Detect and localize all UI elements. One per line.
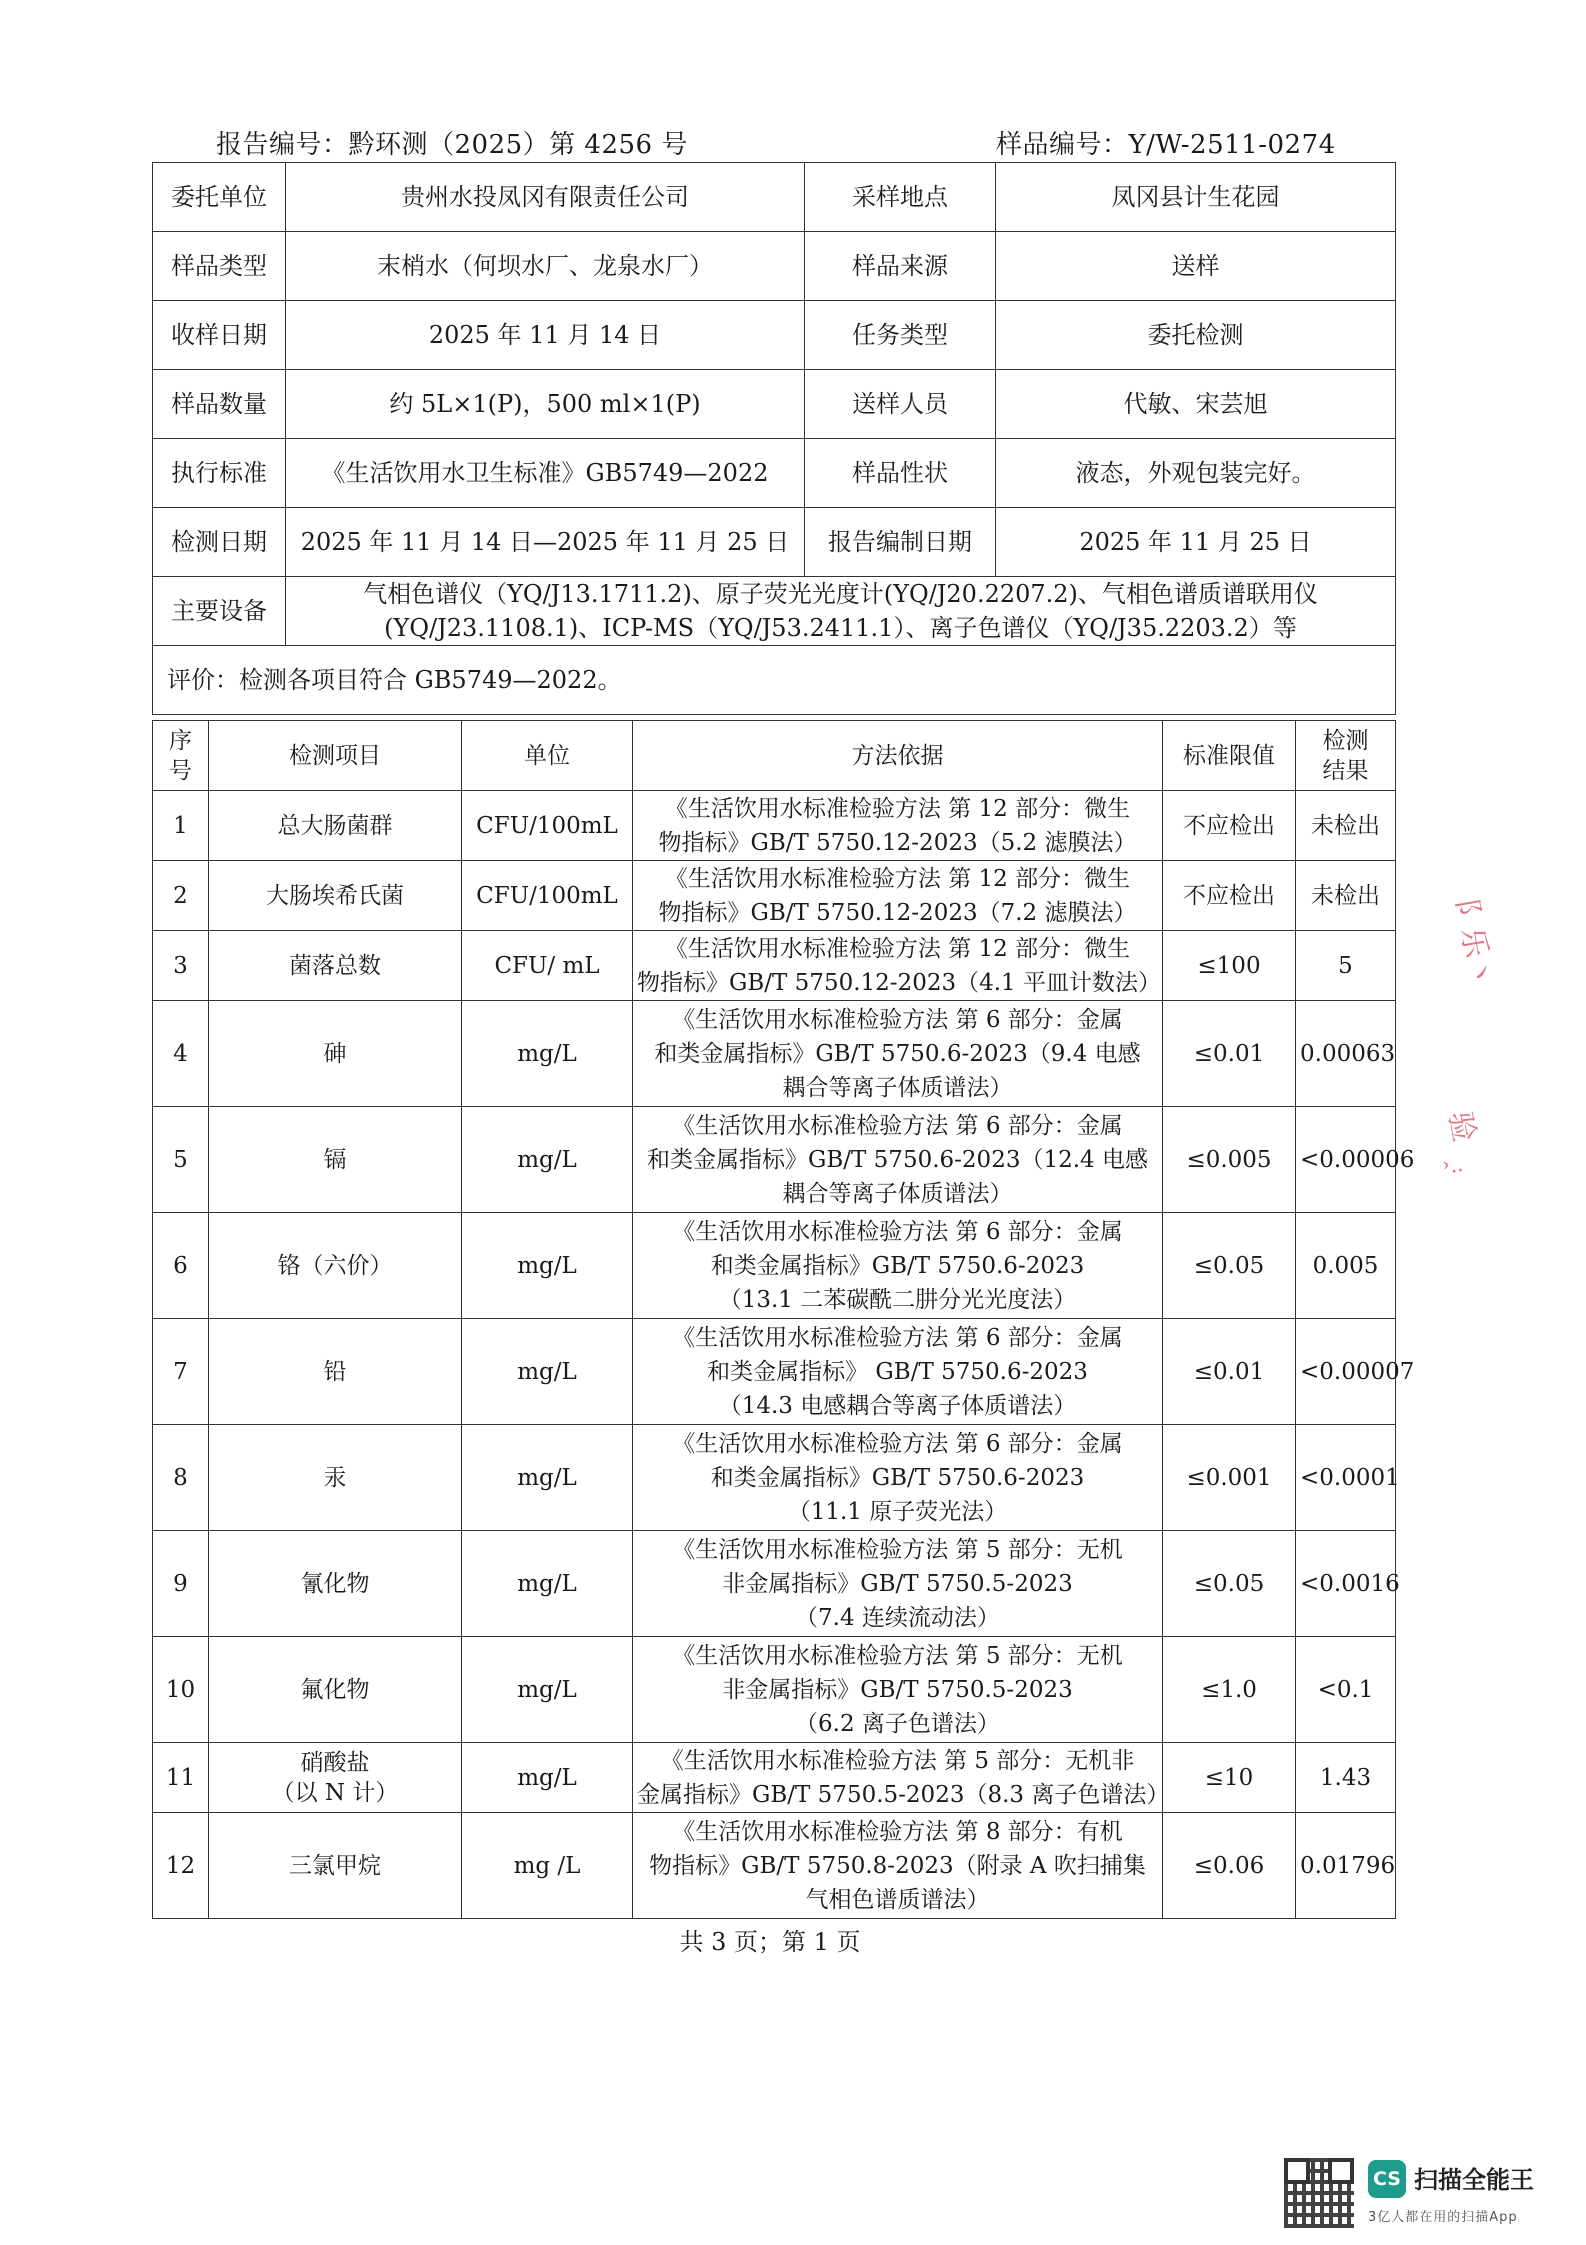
table-row: [153, 1425, 1396, 1531]
row-item: [209, 1425, 462, 1531]
row-unit: mg /L: [462, 1813, 633, 1919]
row-method: [633, 1813, 1163, 1919]
row-method: [633, 931, 1163, 1001]
row-item-line: 镉: [323, 1146, 347, 1173]
row-item-line: 铬（六价）: [277, 1252, 393, 1279]
table-row: [153, 646, 1396, 715]
row-method: [633, 1425, 1163, 1531]
standard-label: 执行标准: [153, 439, 286, 508]
row-item: [209, 1813, 462, 1919]
sender-value: 代敏、宋芸旭: [996, 370, 1396, 439]
table-row: [153, 861, 1396, 931]
row-unit: mg/L: [462, 1743, 633, 1813]
row-no: 9: [153, 1531, 209, 1637]
method-line: 耦合等离子体质谱法）: [782, 1074, 1013, 1101]
row-item: [209, 1637, 462, 1743]
method-line: 《生活饮用水标准检验方法 第 5 部分：无机: [672, 1536, 1123, 1563]
row-limit: ≤0.05: [1163, 1213, 1296, 1319]
row-unit: CFU/100mL: [462, 861, 633, 931]
method-line: 和类金属指标》 GB/T 5750.6-2023: [707, 1358, 1088, 1385]
method-line: （14.3 电感耦合等离子体质谱法）: [718, 1392, 1077, 1419]
row-method: [633, 1213, 1163, 1319]
row-no: 12: [153, 1813, 209, 1919]
row-method: [633, 1743, 1170, 1813]
row-unit: mg/L: [462, 1319, 633, 1425]
red-stamp-mark-1: 阝乐丶: [1448, 895, 1499, 990]
header-method: 方法依据: [633, 721, 1163, 791]
row-item-line: （以 N 计）: [271, 1779, 399, 1806]
row-unit: CFU/ mL: [462, 931, 633, 1001]
test-date-label: 检测日期: [153, 508, 286, 577]
method-line: 金属指标》GB/T 5750.5-2023（8.3 离子色谱法）: [637, 1781, 1170, 1808]
client-label: 委托单位: [153, 163, 286, 232]
table-row: [153, 163, 1396, 232]
method-line: （6.2 离子色谱法）: [795, 1710, 1000, 1737]
row-no: 8: [153, 1425, 209, 1531]
row-no: 10: [153, 1637, 209, 1743]
row-result: 0.00063: [1296, 1001, 1396, 1107]
equipment-value: [286, 577, 1396, 646]
row-limit: ≤10: [1163, 1743, 1296, 1813]
task-type-label: 任务类型: [805, 301, 996, 370]
row-item: [209, 791, 462, 861]
row-unit: mg/L: [462, 1001, 633, 1107]
row-limit: ≤100: [1163, 931, 1296, 1001]
row-result: 未检出: [1296, 791, 1396, 861]
row-item: [209, 861, 462, 931]
method-line: （13.1 二苯碳酰二肼分光光度法）: [718, 1286, 1077, 1313]
method-line: 《生活饮用水标准检验方法 第 12 部分：微生: [664, 795, 1131, 822]
method-line: 非金属指标》GB/T 5750.5-2023: [722, 1676, 1073, 1703]
header-no-line-2: 号: [169, 757, 192, 784]
method-line: 《生活饮用水标准检验方法 第 12 部分：微生: [664, 935, 1131, 962]
sample-info-table: [152, 162, 1396, 715]
row-no: 4: [153, 1001, 209, 1107]
table-row: [153, 577, 1396, 646]
header-result: [1296, 721, 1396, 791]
row-method: [633, 861, 1163, 931]
sample-type-value: 末梢水（何坝水厂、龙泉水厂）: [286, 232, 805, 301]
row-limit: ≤1.0: [1163, 1637, 1296, 1743]
app-name: 扫描全能王: [1414, 2166, 1534, 2194]
row-item-line: 硝酸盐: [300, 1749, 370, 1776]
equipment-label: 主要设备: [153, 577, 286, 646]
red-stamp-mark-2: 验: [1441, 1108, 1482, 1145]
method-line: 《生活饮用水标准检验方法 第 6 部分：金属: [672, 1324, 1123, 1351]
method-line: 和类金属指标》GB/T 5750.6-2023: [710, 1252, 1085, 1279]
table-row: [153, 439, 1396, 508]
qr-code-icon: [1284, 2158, 1354, 2228]
row-result: 5: [1296, 931, 1396, 1001]
row-item-line: 大肠埃希氏菌: [266, 882, 404, 909]
receive-date-value: 2025 年 11 月 14 日: [286, 301, 805, 370]
table-row: [153, 791, 1396, 861]
sample-source-value: 送样: [996, 232, 1396, 301]
row-unit: mg/L: [462, 1531, 633, 1637]
row-result: <0.0001: [1296, 1425, 1396, 1531]
page-footer: 共 3 页；第 1 页: [679, 1928, 861, 1956]
row-result: 1.43: [1296, 1743, 1396, 1813]
method-line: （11.1 原子荧光法）: [787, 1498, 1008, 1525]
row-item: [209, 1743, 462, 1813]
row-unit: mg/L: [462, 1425, 633, 1531]
sample-source-label: 样品来源: [805, 232, 996, 301]
row-result: 0.005: [1296, 1213, 1396, 1319]
table-row: [153, 232, 1396, 301]
header-no: [153, 721, 209, 791]
report-number: 报告编号：黔环测（2025）第 4256 号: [216, 130, 688, 160]
row-item-line: 三氯甲烷: [289, 1852, 381, 1879]
row-no: 6: [153, 1213, 209, 1319]
results-table: [152, 720, 1415, 1919]
row-limit: ≤0.06: [1163, 1813, 1296, 1919]
row-item-line: 氟化物: [300, 1676, 370, 1703]
method-line: 耦合等离子体质谱法）: [782, 1180, 1013, 1207]
row-item-line: 氰化物: [300, 1570, 370, 1597]
method-line: 《生活饮用水标准检验方法 第 6 部分：金属: [672, 1218, 1123, 1245]
task-type-value: 委托检测: [996, 301, 1396, 370]
method-line: 物指标》GB/T 5750.12-2023（7.2 滤膜法）: [658, 899, 1137, 926]
method-line: （7.4 连续流动法）: [795, 1604, 1000, 1631]
method-line: 《生活饮用水标准检验方法 第 5 部分：无机: [672, 1642, 1123, 1669]
state-label: 样品性状: [805, 439, 996, 508]
row-limit: ≤0.01: [1163, 1001, 1296, 1107]
row-limit: ≤0.005: [1163, 1107, 1296, 1213]
method-line: 非金属指标》GB/T 5750.5-2023: [722, 1570, 1073, 1597]
table-row: [153, 1319, 1396, 1425]
table-header-row: [153, 721, 1396, 791]
row-item: [209, 931, 462, 1001]
red-stamp-mark-3: ꞈ꞉: [1442, 1156, 1473, 1177]
row-method: [633, 1531, 1163, 1637]
table-row: [153, 931, 1396, 1001]
row-no: 3: [153, 931, 209, 1001]
row-item-line: 砷: [323, 1040, 347, 1067]
table-row: [153, 301, 1396, 370]
row-limit: ≤0.05: [1163, 1531, 1296, 1637]
method-line: 《生活饮用水标准检验方法 第 5 部分：无机非: [660, 1747, 1135, 1774]
method-line: 《生活饮用水标准检验方法 第 12 部分：微生: [664, 865, 1131, 892]
row-item-line: 总大肠菌群: [277, 812, 393, 839]
equipment-line-2: (YQ/J23.1108.1)、ICP-MS（YQ/J53.2411.1）、离子色谱仪（YQ/J35.2203.2）等: [384, 614, 1297, 642]
row-item-line: 汞: [323, 1464, 347, 1491]
row-limit: 不应检出: [1163, 861, 1296, 931]
report-date-label: 报告编制日期: [805, 508, 996, 577]
table-row: [153, 1743, 1396, 1813]
scanner-watermark: [1284, 2150, 1584, 2230]
equipment-line-1: 气相色谱仪（YQ/J13.1711.2)、原子荧光光度计(YQ/J20.2207.2)、气相色谱质谱联用仪: [363, 580, 1318, 608]
row-limit: 不应检出: [1163, 791, 1296, 861]
table-row: [153, 370, 1396, 439]
method-line: 《生活饮用水标准检验方法 第 6 部分：金属: [672, 1006, 1123, 1033]
row-result: <0.0016: [1296, 1531, 1396, 1637]
site-value: 凤冈县计生花园: [996, 163, 1396, 232]
row-unit: mg/L: [462, 1637, 633, 1743]
sample-number: 样品编号：Y/W-2511-0274: [996, 130, 1336, 160]
row-unit: mg/L: [462, 1107, 633, 1213]
row-no: 2: [153, 861, 209, 931]
sample-type-label: 样品类型: [153, 232, 286, 301]
receive-date-label: 收样日期: [153, 301, 286, 370]
quantity-value: 约 5L×1(P)，500 ml×1(P): [286, 370, 805, 439]
row-item: [209, 1213, 462, 1319]
row-item: [209, 1319, 462, 1425]
row-result: 0.01796: [1296, 1813, 1396, 1919]
row-method: [633, 791, 1163, 861]
row-method: [633, 1319, 1163, 1425]
method-line: 《生活饮用水标准检验方法 第 6 部分：金属: [672, 1112, 1123, 1139]
app-tagline: 3亿人都在用的扫描App: [1368, 2210, 1518, 2225]
row-no: 1: [153, 791, 209, 861]
report-date-value: 2025 年 11 月 25 日: [996, 508, 1396, 577]
row-item: [209, 1001, 462, 1107]
row-result: 未检出: [1296, 861, 1396, 931]
row-result: <0.1: [1296, 1637, 1396, 1743]
row-result: <0.00007: [1296, 1319, 1396, 1425]
row-result: <0.00006: [1296, 1107, 1396, 1213]
row-item: [209, 1107, 462, 1213]
row-unit: CFU/100mL: [462, 791, 633, 861]
row-limit: ≤0.01: [1163, 1319, 1296, 1425]
header-no-line-1: 序: [169, 727, 192, 754]
evaluation: 评价：检测各项目符合 GB5749—2022。: [153, 646, 1396, 715]
table-row: [153, 1213, 1396, 1319]
cs-logo-icon: CS: [1368, 2160, 1406, 2198]
header-item: 检测项目: [209, 721, 462, 791]
header-limit: 标准限值: [1163, 721, 1296, 791]
method-line: 《生活饮用水标准检验方法 第 6 部分：金属: [672, 1430, 1123, 1457]
quantity-label: 样品数量: [153, 370, 286, 439]
table-row: [153, 1813, 1396, 1919]
method-line: 气相色谱质谱法）: [805, 1886, 990, 1913]
row-method: [633, 1637, 1163, 1743]
state-value: 液态，外观包装完好。: [996, 439, 1396, 508]
sender-label: 送样人员: [805, 370, 996, 439]
method-line: 物指标》GB/T 5750.12-2023（4.1 平皿计数法）: [637, 969, 1161, 996]
table-row: [153, 508, 1396, 577]
header-unit: 单位: [462, 721, 633, 791]
row-no: 5: [153, 1107, 209, 1213]
table-row: [153, 1107, 1396, 1213]
method-line: 物指标》GB/T 5750.8-2023（附录 A 吹扫捕集: [649, 1852, 1146, 1879]
results-body: [153, 791, 1415, 1919]
row-method: [633, 1107, 1163, 1213]
row-item: [209, 1531, 462, 1637]
site-label: 采样地点: [805, 163, 996, 232]
method-line: 和类金属指标》GB/T 5750.6-2023: [710, 1464, 1085, 1491]
row-limit: ≤0.001: [1163, 1425, 1296, 1531]
row-method: [633, 1001, 1163, 1107]
method-line: 《生活饮用水标准检验方法 第 8 部分：有机: [672, 1818, 1123, 1845]
header-result-line-1: 检测: [1322, 727, 1369, 754]
standard-value: 《生活饮用水卫生标准》GB5749—2022: [286, 439, 805, 508]
method-line: 和类金属指标》GB/T 5750.6-2023（9.4 电感: [654, 1040, 1141, 1067]
row-unit: mg/L: [462, 1213, 633, 1319]
table-row: [153, 1531, 1396, 1637]
header-result-line-2: 结果: [1322, 757, 1369, 784]
row-item-line: 菌落总数: [289, 952, 381, 979]
method-line: 物指标》GB/T 5750.12-2023（5.2 滤膜法）: [658, 829, 1137, 856]
table-row: [153, 1637, 1396, 1743]
test-date-value: 2025 年 11 月 14 日—2025 年 11 月 25 日: [286, 508, 805, 577]
client-value: 贵州水投凤冈有限责任公司: [286, 163, 805, 232]
row-item-line: 铅: [323, 1358, 347, 1385]
row-no: 11: [153, 1743, 209, 1813]
method-line: 和类金属指标》GB/T 5750.6-2023（12.4 电感: [647, 1146, 1148, 1173]
table-row: [153, 1001, 1396, 1107]
row-no: 7: [153, 1319, 209, 1425]
